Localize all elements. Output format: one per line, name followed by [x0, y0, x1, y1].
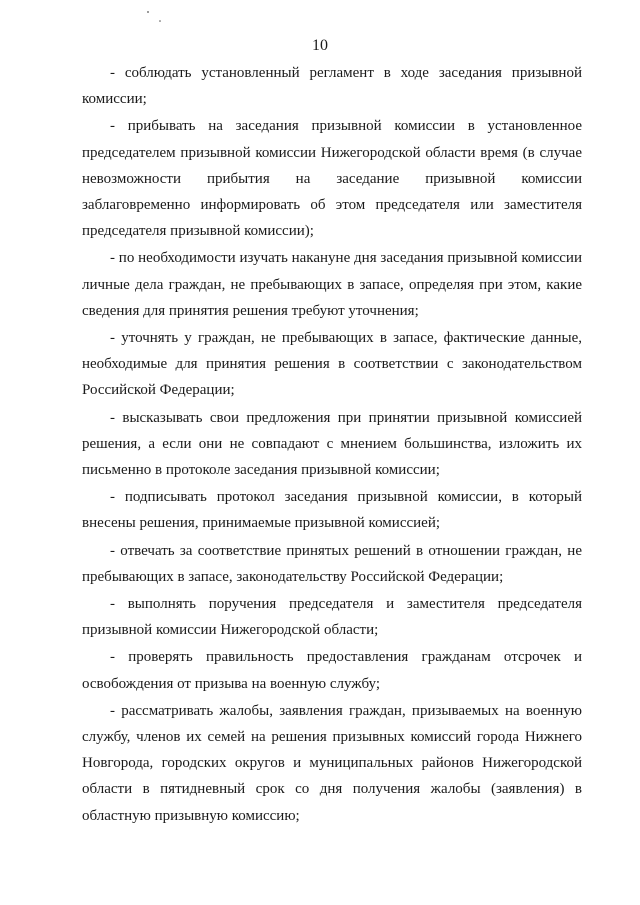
- list-item-paragraph: - отвечать за соответствие принятых решений в отношении граждан, не пребывающих в запасе, законодательству Российской Федерации;: [82, 542, 582, 585]
- list-item-paragraph: - рассматривать жалобы, заявления граждан, призываемых на военную службу, членов их семей на решения призывных комиссий города Нижнего Новгорода, городских округов и муниципальных районов Нижегородской области в пятидневный срок со дня получения жалобы (заявления) в областную призывную комиссию;: [82, 702, 582, 824]
- page-number: 10: [312, 37, 328, 54]
- list-item-paragraph: - высказывать свои предложения при принятии призывной комиссией решения, а если они не совпадают с мнением большинства, изложить их письменно в протоколе заседания призывной комиссии;: [82, 409, 582, 479]
- list-item-paragraph: - соблюдать установленный регламент в ходе заседания призывной комиссии;: [82, 65, 582, 108]
- list-item-paragraph: - выполнять поручения председателя и заместителя председателя призывной комиссии Нижегородской области;: [82, 596, 582, 639]
- scan-speck: [147, 11, 149, 13]
- scan-speck: [159, 20, 161, 22]
- list-item-paragraph: - уточнять у граждан, не пребывающих в запасе, фактические данные, необходимые для принятия решения в соответствии с законодательством Российской Федерации;: [82, 330, 582, 399]
- list-item-paragraph: - прибывать на заседания призывной комиссии в установленное председателем призывной комиссии Нижегородской области время (в случае невозможности прибытия на заседание призывной комиссии заблаговременно информировать об этом председателя или заместителя председателя призывной комиссии);: [82, 118, 582, 240]
- list-item-paragraph: - подписывать протокол заседания призывной комиссии, в который внесены решения, принимаемые призывной комиссией;: [82, 489, 582, 532]
- list-item-paragraph: - проверять правильность предоставления гражданам отсрочек и освобождения от призыва на военную службу;: [82, 649, 582, 692]
- document-body: [82, 60, 582, 830]
- list-item-paragraph: - по необходимости изучать накануне дня заседания призывной комиссии личные дела граждан, не пребывающих в запасе, определяя при этом, какие сведения для принятия решения требуют уточнения;: [82, 250, 582, 319]
